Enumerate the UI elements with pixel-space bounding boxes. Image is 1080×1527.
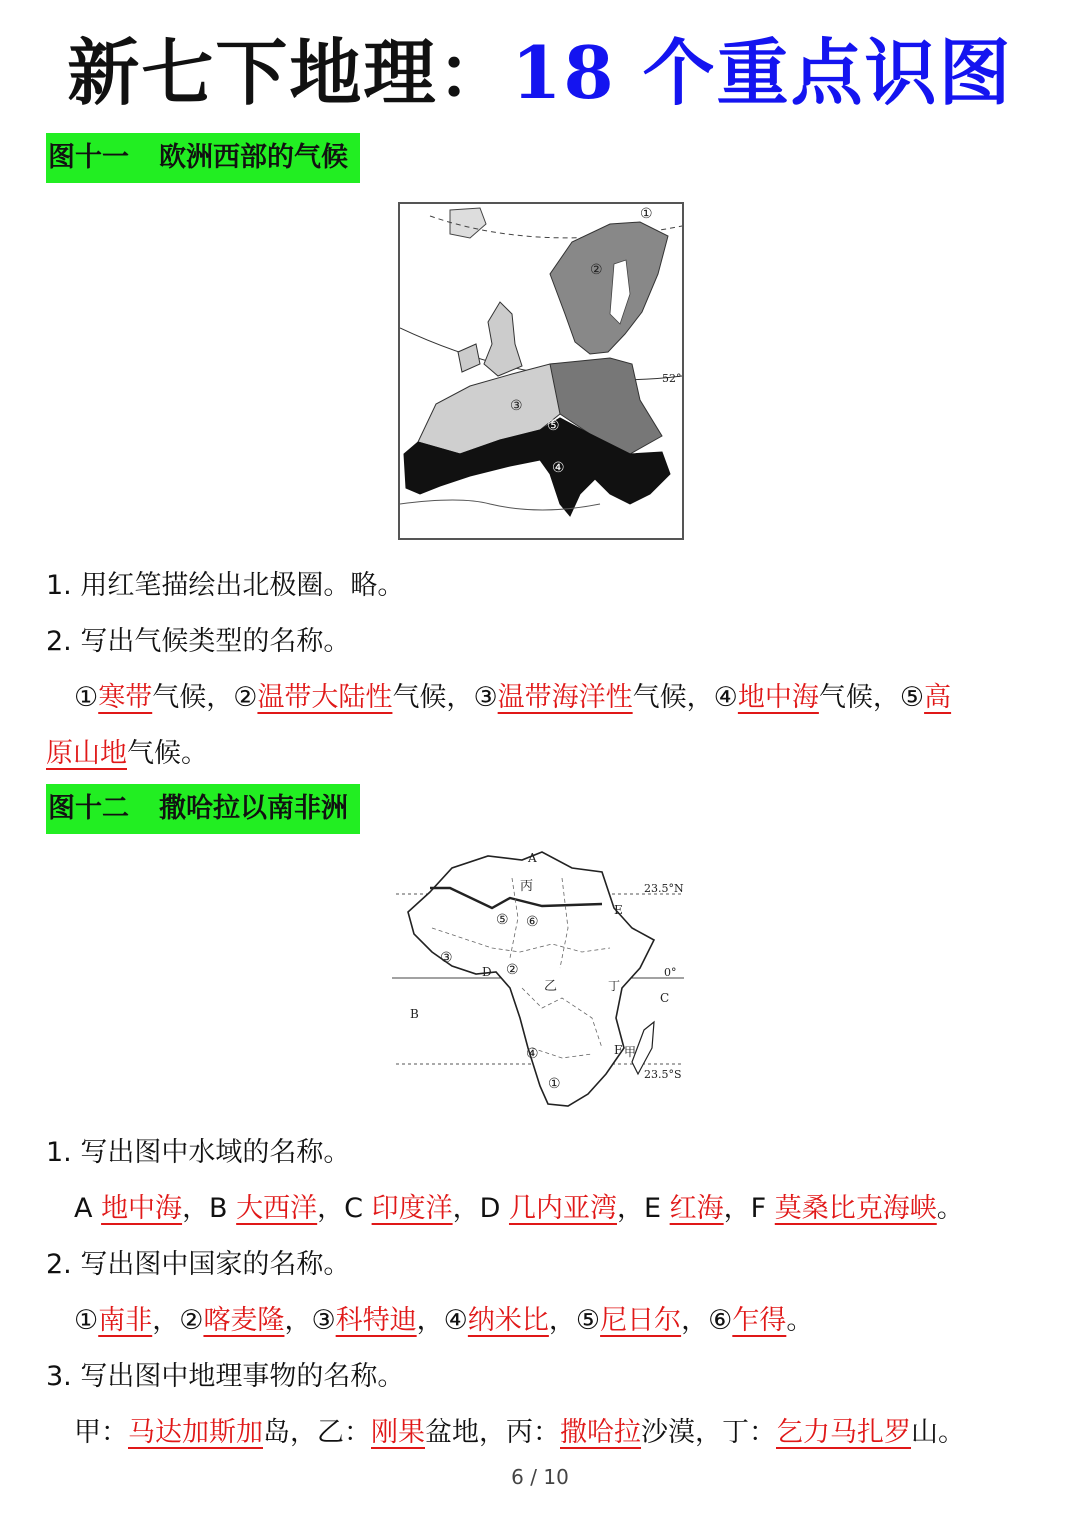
latitude-label: 23.5°S (644, 1068, 682, 1081)
answer-blank: 几内亚湾 (508, 1193, 617, 1224)
europe-map-svg (400, 204, 682, 538)
map-char: 乙 (544, 979, 558, 994)
section-number: 图十一 (48, 142, 129, 173)
question-text: 2. 写出气候类型的名称。 (46, 626, 351, 657)
answer-blank: 尼日尔 (600, 1305, 682, 1336)
africa-map (392, 848, 688, 1110)
answer-blank: 乍得 (732, 1305, 787, 1336)
map-mark: ① (548, 1076, 561, 1092)
answer-blank: 地中海 (737, 682, 819, 713)
map-mark: ② (506, 962, 519, 978)
answer-line: ①南非，②喀麦隆，③科特迪，④纳米比，⑤尼日尔，⑥乍得。 (74, 1305, 814, 1336)
latitude-label: 52° (662, 372, 682, 385)
map-mark: ⑤ (496, 912, 509, 928)
section-header-12 (46, 784, 360, 834)
question-text: 3. 写出图中地理事物的名称。 (46, 1361, 405, 1392)
answer-blank: 印度洋 (371, 1193, 453, 1224)
answer-line: 原山地气候。 (46, 738, 208, 769)
question-text: 2. 写出图中国家的名称。 (46, 1249, 351, 1280)
answer-line: ①寒带气候，②温带大陆性气候，③温带海洋性气候，④地中海气候，⑤高 (74, 682, 952, 713)
answer-blank: 乞力马扎罗 (776, 1417, 911, 1448)
answer-blank: 南非 (98, 1305, 153, 1336)
answer-blank: 地中海 (101, 1193, 183, 1224)
page-title (0, 28, 1080, 118)
answer-blank: 寒带 (98, 682, 153, 713)
answer-blank: 高 (924, 682, 952, 713)
answer-blank: 温带大陆性 (257, 682, 393, 713)
map-letter: C (660, 991, 670, 1005)
answer-blank: 刚果 (371, 1417, 425, 1448)
map-mark: ③ (510, 398, 523, 414)
answer-blank: 大西洋 (236, 1193, 318, 1224)
europe-climate-map (398, 202, 684, 540)
map-mark: ④ (526, 1046, 539, 1062)
answer-blank: 原山地 (46, 738, 127, 769)
map-char: 甲 (624, 1045, 637, 1059)
map-mark: ① (640, 206, 653, 222)
answer-blank: 撒哈拉 (560, 1417, 641, 1448)
map-mark: ④ (552, 460, 565, 476)
section-header-11 (46, 133, 360, 183)
latitude-label: 23.5°N (644, 882, 684, 895)
title-part1: 新七下地理： (67, 30, 512, 115)
answer-line: A 地中海，B 大西洋，C 印度洋，D 几内亚湾，E 红海，F 莫桑比克海峡。 (74, 1193, 964, 1224)
answer-blank: 纳米比 (467, 1305, 549, 1336)
map-char: 丙 (520, 879, 534, 894)
question-text: 1. 写出图中水域的名称。 (46, 1137, 351, 1168)
map-mark: ② (590, 262, 603, 278)
answer-blank: 科特迪 (335, 1305, 417, 1336)
answer-line: 甲：马达加斯加岛，乙：刚果盆地，丙：撒哈拉沙漠，丁：乞力马扎罗山。 (74, 1417, 965, 1448)
page-number: 6 / 10 (511, 1465, 569, 1489)
section-name: 撒哈拉以南非洲 (159, 793, 348, 824)
answer-blank: 莫桑比克海峡 (774, 1193, 937, 1224)
map-char: 丁 (608, 979, 621, 993)
answer-blank: 马达加斯加 (128, 1417, 263, 1448)
answer-blank: 喀麦隆 (203, 1305, 285, 1336)
map-letter: A (528, 851, 537, 865)
map-letter: F (614, 1043, 623, 1057)
map-mark: ⑥ (526, 914, 539, 930)
map-letter: D (482, 965, 492, 979)
map-mark: ⑤ (547, 418, 560, 434)
map-mark: ③ (440, 950, 453, 966)
latitude-label: 0° (664, 966, 677, 979)
answer-blank: 温带海洋性 (497, 682, 633, 713)
answer-blank: 红海 (669, 1193, 724, 1224)
question-text: 1. 用红笔描绘出北极圈。略。 (46, 570, 405, 601)
africa-map-svg (392, 848, 688, 1110)
section-number: 图十二 (48, 793, 129, 824)
section-name: 欧洲西部的气候 (159, 142, 348, 173)
map-letter: E (614, 903, 623, 917)
title-part2: 18 个重点识图 (511, 30, 1013, 115)
map-letter: B (410, 1007, 419, 1021)
